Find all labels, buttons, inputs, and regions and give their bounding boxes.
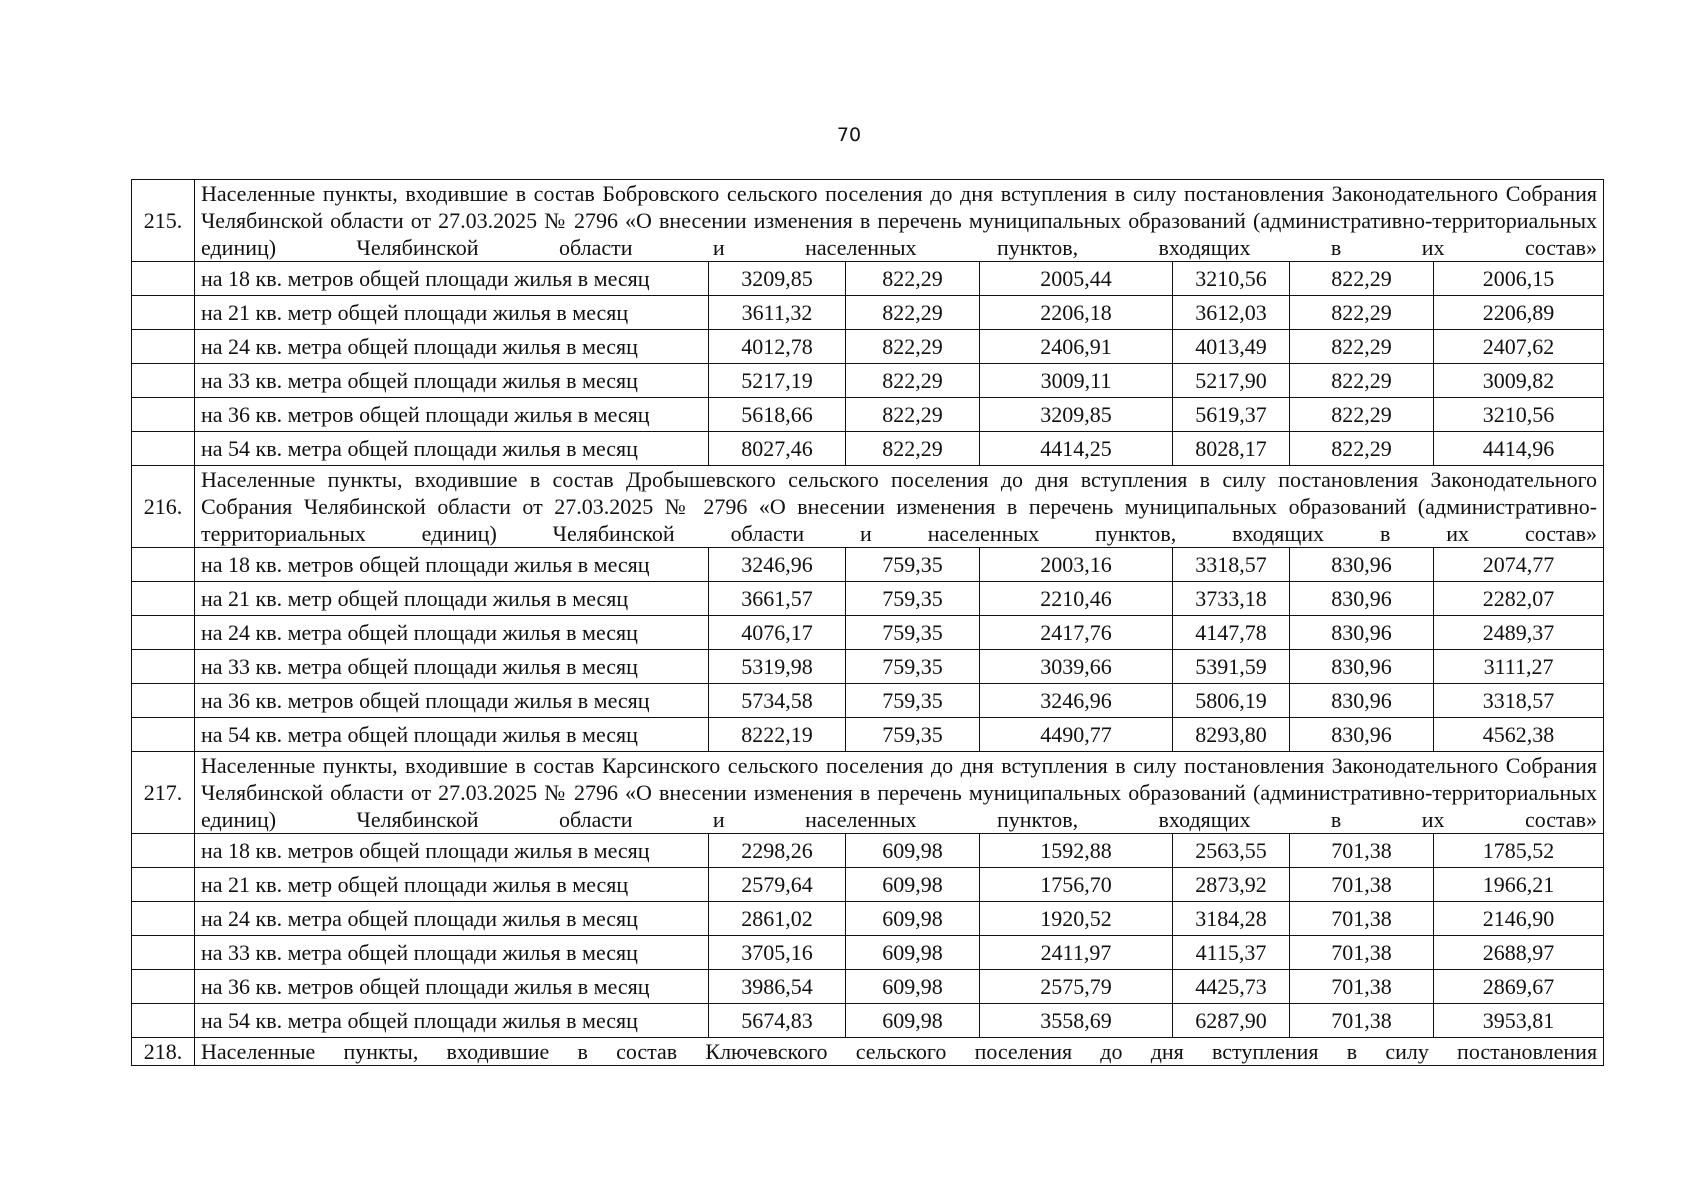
value-cell: 4490,77 xyxy=(980,718,1173,752)
value-cell: 8027,46 xyxy=(709,432,846,466)
value-cell: 822,29 xyxy=(846,432,980,466)
value-cell: 822,29 xyxy=(846,262,980,296)
value-cell: 3210,56 xyxy=(1173,262,1290,296)
value-cell: 4414,25 xyxy=(980,432,1173,466)
value-cell: 822,29 xyxy=(1290,296,1434,330)
value-cell: 701,38 xyxy=(1290,936,1434,970)
value-cell: 5734,58 xyxy=(709,684,846,718)
value-cell: 822,29 xyxy=(846,364,980,398)
value-cell: 2417,76 xyxy=(980,616,1173,650)
empty-cell xyxy=(132,296,195,330)
value-cell: 830,96 xyxy=(1290,548,1434,582)
table-row xyxy=(132,684,1604,718)
value-cell: 3184,28 xyxy=(1173,902,1290,936)
table-row xyxy=(132,262,1604,296)
row-label: на 18 кв. метров общей площади жилья в месяц xyxy=(195,548,709,582)
item-number: 215. xyxy=(132,180,195,262)
item-number: 218. xyxy=(132,1038,195,1066)
value-cell: 4012,78 xyxy=(709,330,846,364)
group-header-row xyxy=(132,1038,1604,1066)
group-header-row xyxy=(132,180,1604,262)
tariff-table xyxy=(131,179,1604,1066)
value-cell: 1592,88 xyxy=(980,834,1173,868)
value-cell: 822,29 xyxy=(846,398,980,432)
table-row xyxy=(132,548,1604,582)
item-number: 216. xyxy=(132,466,195,548)
empty-cell xyxy=(132,868,195,902)
row-label: на 24 кв. метра общей площади жилья в месяц xyxy=(195,902,709,936)
value-cell: 701,38 xyxy=(1290,834,1434,868)
value-cell: 609,98 xyxy=(846,936,980,970)
group-header-text: Населенные пункты, входившие в состав Карсинского сельского поселения до дня вступления в силу постановления Законодательного Собрания Челябинской области от 27.03.2025 № 2796 «О внесении изменения в перечень муниципальных образований (административно-территориальных единиц) Челябинской области и населенных пунктов, входящих в их состав» xyxy=(195,752,1604,834)
empty-cell xyxy=(132,330,195,364)
value-cell: 822,29 xyxy=(846,330,980,364)
value-cell: 3318,57 xyxy=(1434,684,1604,718)
empty-cell xyxy=(132,398,195,432)
value-cell: 4414,96 xyxy=(1434,432,1604,466)
value-cell: 830,96 xyxy=(1290,582,1434,616)
value-cell: 4076,17 xyxy=(709,616,846,650)
value-cell: 2206,89 xyxy=(1434,296,1604,330)
value-cell: 3612,03 xyxy=(1173,296,1290,330)
value-cell: 3661,57 xyxy=(709,582,846,616)
row-label: на 36 кв. метров общей площади жилья в месяц xyxy=(195,684,709,718)
row-label: на 18 кв. метров общей площади жилья в месяц xyxy=(195,834,709,868)
value-cell: 609,98 xyxy=(846,834,980,868)
value-cell: 2688,97 xyxy=(1434,936,1604,970)
empty-cell xyxy=(132,262,195,296)
value-cell: 5806,19 xyxy=(1173,684,1290,718)
value-cell: 8293,80 xyxy=(1173,718,1290,752)
table-row xyxy=(132,718,1604,752)
table-row xyxy=(132,970,1604,1004)
value-cell: 3246,96 xyxy=(709,548,846,582)
table-row xyxy=(132,834,1604,868)
value-cell: 3986,54 xyxy=(709,970,846,1004)
value-cell: 2146,90 xyxy=(1434,902,1604,936)
value-cell: 2003,16 xyxy=(980,548,1173,582)
empty-cell xyxy=(132,936,195,970)
value-cell: 759,35 xyxy=(846,650,980,684)
value-cell: 609,98 xyxy=(846,902,980,936)
value-cell: 4562,38 xyxy=(1434,718,1604,752)
value-cell: 3210,56 xyxy=(1434,398,1604,432)
group-header-text: Населенные пункты, входившие в состав Ключевского сельского поселения до дня вступления в силу постановления xyxy=(195,1038,1604,1066)
row-label: на 54 кв. метра общей площади жилья в месяц xyxy=(195,432,709,466)
page-number: 70 xyxy=(836,124,862,146)
value-cell: 4115,37 xyxy=(1173,936,1290,970)
table-row xyxy=(132,1004,1604,1038)
row-label: на 36 кв. метров общей площади жилья в месяц xyxy=(195,970,709,1004)
empty-cell xyxy=(132,650,195,684)
value-cell: 830,96 xyxy=(1290,616,1434,650)
table-row xyxy=(132,364,1604,398)
value-cell: 2210,46 xyxy=(980,582,1173,616)
value-cell: 1756,70 xyxy=(980,868,1173,902)
value-cell: 830,96 xyxy=(1290,718,1434,752)
value-cell: 3558,69 xyxy=(980,1004,1173,1038)
value-cell: 609,98 xyxy=(846,1004,980,1038)
value-cell: 3009,11 xyxy=(980,364,1173,398)
value-cell: 759,35 xyxy=(846,684,980,718)
value-cell: 4013,49 xyxy=(1173,330,1290,364)
value-cell: 822,29 xyxy=(1290,398,1434,432)
value-cell: 6287,90 xyxy=(1173,1004,1290,1038)
empty-cell xyxy=(132,616,195,650)
group-header-row xyxy=(132,752,1604,834)
value-cell: 759,35 xyxy=(846,582,980,616)
row-label: на 21 кв. метр общей площади жилья в месяц xyxy=(195,582,709,616)
empty-cell xyxy=(132,582,195,616)
value-cell: 822,29 xyxy=(1290,262,1434,296)
value-cell: 2282,07 xyxy=(1434,582,1604,616)
empty-cell xyxy=(132,902,195,936)
value-cell: 2489,37 xyxy=(1434,616,1604,650)
value-cell: 3611,32 xyxy=(709,296,846,330)
table-row xyxy=(132,296,1604,330)
value-cell: 2579,64 xyxy=(709,868,846,902)
table-row xyxy=(132,398,1604,432)
value-cell: 2074,77 xyxy=(1434,548,1604,582)
empty-cell xyxy=(132,432,195,466)
row-label: на 21 кв. метр общей площади жилья в месяц xyxy=(195,868,709,902)
value-cell: 2406,91 xyxy=(980,330,1173,364)
value-cell: 5618,66 xyxy=(709,398,846,432)
value-cell: 830,96 xyxy=(1290,650,1434,684)
value-cell: 8222,19 xyxy=(709,718,846,752)
value-cell: 2298,26 xyxy=(709,834,846,868)
row-label: на 18 кв. метров общей площади жилья в месяц xyxy=(195,262,709,296)
row-label: на 33 кв. метра общей площади жилья в месяц xyxy=(195,936,709,970)
table-row xyxy=(132,616,1604,650)
group-header-text: Населенные пункты, входившие в состав Бобровского сельского поселения до дня вступления в силу постановления Законодательного Собрания Челябинской области от 27.03.2025 № 2796 «О внесении изменения в перечень муниципальных образований (административно-территориальных единиц) Челябинской области и населенных пунктов, входящих в их состав» xyxy=(195,180,1604,262)
value-cell: 609,98 xyxy=(846,868,980,902)
empty-cell xyxy=(132,684,195,718)
value-cell: 2873,92 xyxy=(1173,868,1290,902)
value-cell: 5217,90 xyxy=(1173,364,1290,398)
value-cell: 822,29 xyxy=(1290,432,1434,466)
value-cell: 759,35 xyxy=(846,548,980,582)
empty-cell xyxy=(132,364,195,398)
value-cell: 2006,15 xyxy=(1434,262,1604,296)
value-cell: 3318,57 xyxy=(1173,548,1290,582)
value-cell: 701,38 xyxy=(1290,902,1434,936)
group-header-text: Населенные пункты, входившие в состав Дробышевского сельского поселения до дня вступления в силу постановления Законодательного Собрания Челябинской области от 27.03.2025 № 2796 «О внесении изменения в перечень муниципальных образований (административно-территориальных единиц) Челябинской области и населенных пунктов, входящих в их состав» xyxy=(195,466,1604,548)
value-cell: 5319,98 xyxy=(709,650,846,684)
row-label: на 24 кв. метра общей площади жилья в месяц xyxy=(195,616,709,650)
value-cell: 1785,52 xyxy=(1434,834,1604,868)
value-cell: 759,35 xyxy=(846,718,980,752)
table-row xyxy=(132,650,1604,684)
row-label: на 21 кв. метр общей площади жилья в месяц xyxy=(195,296,709,330)
value-cell: 3039,66 xyxy=(980,650,1173,684)
value-cell: 1920,52 xyxy=(980,902,1173,936)
table-row xyxy=(132,582,1604,616)
value-cell: 822,29 xyxy=(1290,364,1434,398)
table-row xyxy=(132,902,1604,936)
value-cell: 759,35 xyxy=(846,616,980,650)
empty-cell xyxy=(132,548,195,582)
value-cell: 2575,79 xyxy=(980,970,1173,1004)
value-cell: 2407,62 xyxy=(1434,330,1604,364)
row-label: на 24 кв. метра общей площади жилья в месяц xyxy=(195,330,709,364)
empty-cell xyxy=(132,1004,195,1038)
value-cell: 701,38 xyxy=(1290,970,1434,1004)
value-cell: 609,98 xyxy=(846,970,980,1004)
value-cell: 4147,78 xyxy=(1173,616,1290,650)
empty-cell xyxy=(132,834,195,868)
value-cell: 3733,18 xyxy=(1173,582,1290,616)
table-row xyxy=(132,936,1604,970)
group-header-row xyxy=(132,466,1604,548)
value-cell: 3953,81 xyxy=(1434,1004,1604,1038)
value-cell: 822,29 xyxy=(846,296,980,330)
value-cell: 5674,83 xyxy=(709,1004,846,1038)
table-row xyxy=(132,868,1604,902)
item-number: 217. xyxy=(132,752,195,834)
value-cell: 822,29 xyxy=(1290,330,1434,364)
value-cell: 5619,37 xyxy=(1173,398,1290,432)
value-cell: 3246,96 xyxy=(980,684,1173,718)
value-cell: 3209,85 xyxy=(709,262,846,296)
value-cell: 3009,82 xyxy=(1434,364,1604,398)
value-cell: 2861,02 xyxy=(709,902,846,936)
value-cell: 3705,16 xyxy=(709,936,846,970)
row-label: на 54 кв. метра общей площади жилья в месяц xyxy=(195,718,709,752)
row-label: на 33 кв. метра общей площади жилья в месяц xyxy=(195,364,709,398)
value-cell: 701,38 xyxy=(1290,1004,1434,1038)
table-row xyxy=(132,432,1604,466)
empty-cell xyxy=(132,718,195,752)
value-cell: 2869,67 xyxy=(1434,970,1604,1004)
value-cell: 701,38 xyxy=(1290,868,1434,902)
value-cell: 2563,55 xyxy=(1173,834,1290,868)
value-cell: 8028,17 xyxy=(1173,432,1290,466)
value-cell: 2411,97 xyxy=(980,936,1173,970)
value-cell: 5217,19 xyxy=(709,364,846,398)
row-label: на 54 кв. метра общей площади жилья в месяц xyxy=(195,1004,709,1038)
table-row xyxy=(132,330,1604,364)
row-label: на 36 кв. метров общей площади жилья в месяц xyxy=(195,398,709,432)
value-cell: 3111,27 xyxy=(1434,650,1604,684)
empty-cell xyxy=(132,970,195,1004)
value-cell: 1966,21 xyxy=(1434,868,1604,902)
value-cell: 2005,44 xyxy=(980,262,1173,296)
row-label: на 33 кв. метра общей площади жилья в месяц xyxy=(195,650,709,684)
value-cell: 4425,73 xyxy=(1173,970,1290,1004)
value-cell: 3209,85 xyxy=(980,398,1173,432)
value-cell: 2206,18 xyxy=(980,296,1173,330)
value-cell: 830,96 xyxy=(1290,684,1434,718)
value-cell: 5391,59 xyxy=(1173,650,1290,684)
